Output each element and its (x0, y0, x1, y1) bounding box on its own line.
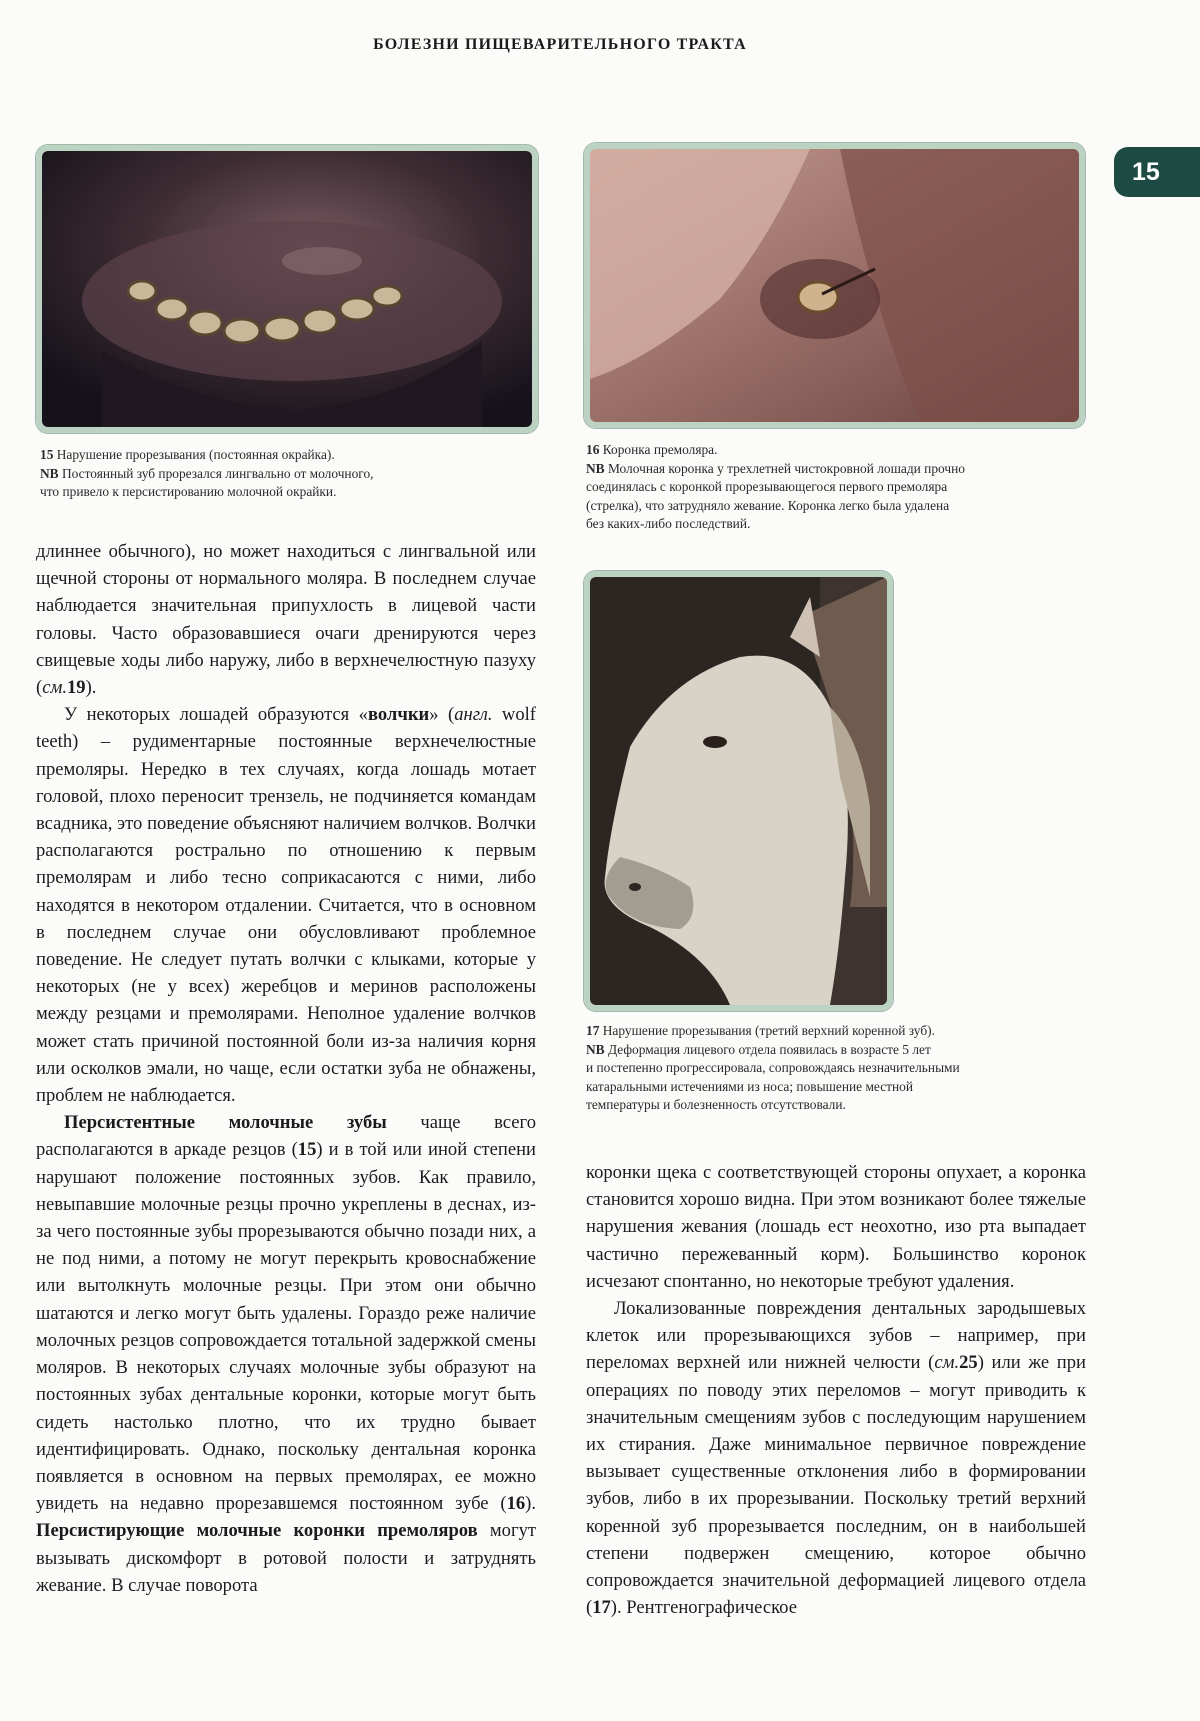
paragraph (586, 1295, 1086, 1621)
figure-17-title: Нарушение прорезывания (третий верхний коренной зуб). (599, 1023, 935, 1038)
text-run: чаще всего располагаются в аркаде резцов ( (36, 1112, 536, 1161)
figure-15-photo (36, 145, 538, 433)
text-run: длиннее обычного), но может находиться с лингвальной или щечной стороны от нормального моляра. В последнем случае наблюдается значительная припухлость в лицевой части головы. Часто образовавшиеся очаги дренируются через свищевые ходы либо наружу, либо в верхнечелюстную пазуху ( (36, 541, 536, 699)
body-column-left (36, 538, 536, 1599)
figure-15-number: 15 (40, 447, 54, 462)
figure-16-number: 16 (586, 442, 600, 457)
figure-16-caption (586, 441, 1086, 534)
figure-15-caption (40, 446, 510, 502)
text-run: ) или же при операциях по поводу этих переломов – могут приводить к значительным смещениям зубов с последующим нарушением их стирания. Даже минимальное первичное повреждение вызывает существенные отклонения либо в формировании зубов, либо в их прорезывании. Поскольку третий верхний коренной зуб прорезывается последним, он в наибольшей степени подвержен смещению, которое обычно сопровождается значительной деформацией лицевого отдела ( (586, 1352, 1086, 1619)
language-abbrev: англ. (454, 704, 493, 726)
term-bold: Персистирующие молочные коронки премоляров (36, 1520, 478, 1542)
paragraph (36, 701, 536, 1109)
text-run: коронки щека с соответствующей стороны опухает, а коронка становится хорошо видна. При этом возникают более тяжелые нарушения жевания (лошадь ест неохотно, изо рта выпадает частично пережеванный корм). Большинство коронок исчезают спонтанно, но некоторые требуют удаления. (586, 1162, 1086, 1292)
text-run: Локализованные повреждения дентальных зародышевых клеток или прорезывающихся зубов – например, при переломах верхней или нижней челюсти ( (586, 1298, 1086, 1374)
figure-17-nb-line: катаральными истечениями из носа; повышение местной (586, 1078, 914, 1094)
paragraph (36, 1109, 536, 1599)
figure-17-nb-label: NB (586, 1041, 605, 1057)
paragraph (36, 538, 536, 701)
text-run: У некоторых лошадей образуются « (64, 704, 368, 726)
text-run: ). (85, 677, 97, 699)
figure-17-photo (584, 571, 893, 1011)
figure-16-nb-line: соединялась с коронкой прорезывающегося первого премоляра (586, 479, 948, 494)
figure-17-number: 17 (586, 1023, 600, 1038)
text-run: » ( (429, 704, 455, 726)
figure-16-title: Коронка премоляра. (599, 442, 718, 457)
figure-reference: 15 (297, 1139, 317, 1161)
figure-reference: 17 (592, 1597, 611, 1619)
figure-reference: 16 (506, 1493, 526, 1515)
figure-16-photo (584, 143, 1085, 428)
text-run: могут вызывать дискомфорт в ротовой полости и затруднять жевание. В случае поворота (36, 1520, 536, 1596)
page-number-tab: 15 (1114, 147, 1200, 197)
cross-reference-number: 19 (66, 677, 86, 699)
cross-reference-label: см. (42, 677, 67, 699)
figure-15-nb-label: NB (40, 465, 59, 481)
text-run: ). (525, 1493, 536, 1515)
figure-15-nb-line: что привело к персистированию молочной окрайки. (40, 484, 337, 499)
figure-15-title: Нарушение прорезывания (постоянная окрайка). (53, 447, 335, 462)
paragraph (586, 1159, 1086, 1295)
cross-reference-number: 25 (959, 1352, 978, 1374)
text-run: ). Рентгенографическое (610, 1597, 797, 1619)
figure-17-nb-line: температуры и болезненность отсутствовали. (586, 1097, 846, 1112)
text-run: ) и в той или иной степени нарушают положение постоянных зубов. Как правило, невыпавшие молочные резцы прочно укреплены в деснах, из-за чего постоянные зубы прорезываются обычно позади них, а не под ними, а потому не могут перекрыть кровоснабжение или вытолкнуть молочные резцы. При этом они обычно шатаются и легко могут быть удалены. Гораздо реже наличие молочных резцов сопровождается тотальной задержкой смены моляров. В некоторых случаях молочные зубы образуют на постоянных зубах дентальные коронки, которые могут быть сидеть настолько плотно, что их трудно бывает идентифицировать. Однако, поскольку дентальная коронка появляется в основном на первых премолярах, ее можно увидеть на недавно прорезавшемся постоянном зубе ( (36, 1139, 536, 1515)
figure-16-nb-line: (стрелка), что затрудняло жевание. Коронка легко была удалена (586, 497, 950, 513)
figure-15-nb-line: Постоянный зуб прорезался лингвально от молочного, (58, 465, 374, 481)
figure-16-nb-label: NB (586, 460, 605, 476)
figure-17-nb-line: Деформация лицевого отдела появилась в возрасте 5 лет (604, 1041, 931, 1057)
cross-reference-label: см. (934, 1352, 960, 1374)
body-column-right (586, 1159, 1086, 1621)
figure-16-nb-line: Молочная коронка у трехлетней чистокровной лошади прочно (604, 460, 965, 476)
figure-16-nb-line: без каких-либо последствий. (586, 516, 751, 531)
text-run: wolf teeth) – рудиментарные постоянные верхнечелюстные премоляры. Нередко в тех случаях, когда лошадь мотает головой, плохо переносит трензель, не подчиняется командам всадника, это поведение объясняют наличием волчков. Волчки располагаются рострально по отношению к первым премолярам и либо тесно соприкасаются с ними, либо находятся в некотором отдалении. Считается, что в основном в последнем случае они обусловливают проблемное поведение. Не следует путать волчки с клыками, которые у некоторых (не у всех) жеребцов и меринов расположены между резцами и премолярами. Неполное удаление волчков может стать причиной постоянной боли из-за наличия корня или осколков эмали, но чаще, если остатки зуба не обнажены, проблем не наблюдается. (36, 704, 536, 1107)
figure-17-nb-line: и постепенно прогрессировала, сопровождаясь незначительными (586, 1060, 960, 1075)
running-head: БОЛЕЗНИ ПИЩЕВАРИТЕЛЬНОГО ТРАКТА (373, 36, 747, 53)
term-bold: Персистентные молочные зубы (64, 1112, 387, 1134)
figure-17-caption (586, 1022, 1086, 1115)
term-bold: волчки (367, 704, 430, 726)
